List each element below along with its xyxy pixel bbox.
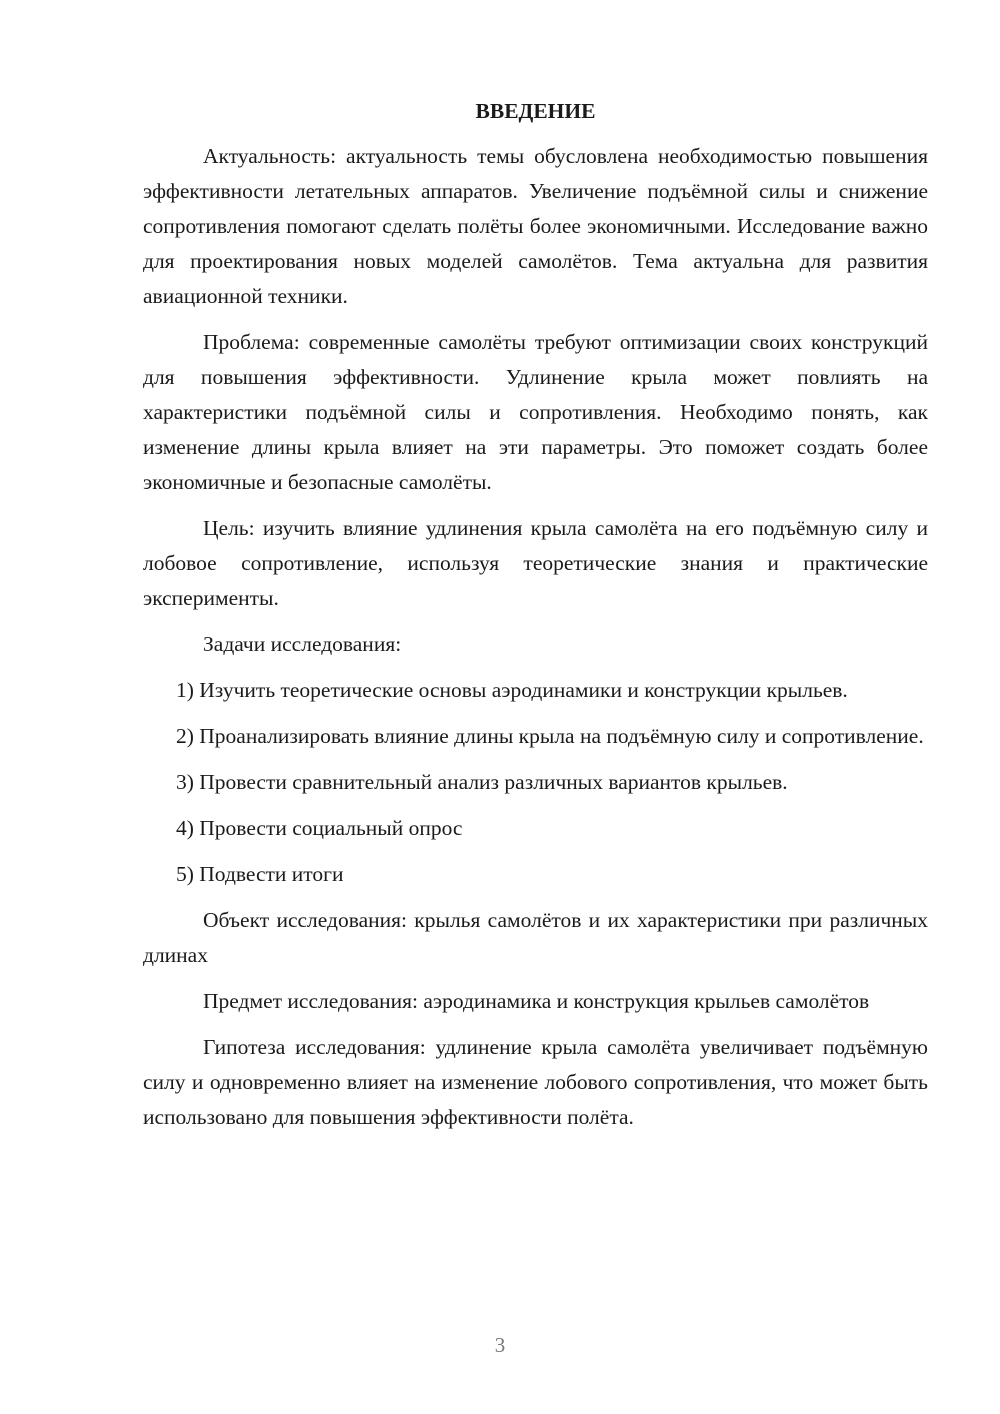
relevance-paragraph: Актуальность: актуальность темы обусловлена необходимостью повышения эффективности летательных аппаратов. Увеличение подъёмной силы и снижение сопротивления помогают сделать полёты более экономичными. Исследование важно для проектирования новых моделей самолётов. Тема актуальна для развития авиационной техники. [143,144,928,308]
object-paragraph: Объект исследования: крылья самолётов и их характеристики при различных длинах [143,908,928,967]
tasks-heading: Задачи исследования: [203,632,402,656]
goal-paragraph: Цель: изучить влияние удлинения крыла самолёта на его подъёмную силу и лобовое сопротивление, используя теоретические знания и практические эксперименты. [143,516,928,610]
hypothesis-paragraph: Гипотеза исследования: удлинение крыла самолёта увеличивает подъёмную силу и одновременно влияет на изменение лобового сопротивления, что может быть использовано для повышения эффективности полёта. [143,1035,928,1129]
list-item: 2) Проанализировать влияние длины крыла на подъёмную силу и сопротивление. [176,724,924,748]
list-item: 1) Изучить теоретические основы аэродинамики и конструкции крыльев. [176,678,848,702]
document-page [143,94,928,1146]
page-title: ВВЕДЕНИЕ [475,99,596,123]
subject-paragraph: Предмет исследования: аэродинамика и конструкция крыльев самолётов [203,989,870,1013]
tasks-list [143,673,928,892]
list-item: 3) Провести сравнительный анализ различных вариантов крыльев. [176,770,788,794]
list-item: 4) Провести социальный опрос [176,816,463,840]
problem-paragraph: Проблема: современные самолёты требуют оптимизации своих конструкций для повышения эффективности. Удлинение крыла может повлиять на характеристики подъёмной силы и сопротивления. Необходимо понять, как изменение длины крыла влияет на эти параметры. Это поможет создать более экономичные и безопасные самолёты. [143,330,928,494]
page-number: 3 [494,1333,506,1357]
list-item: 5) Подвести итоги [176,862,344,886]
